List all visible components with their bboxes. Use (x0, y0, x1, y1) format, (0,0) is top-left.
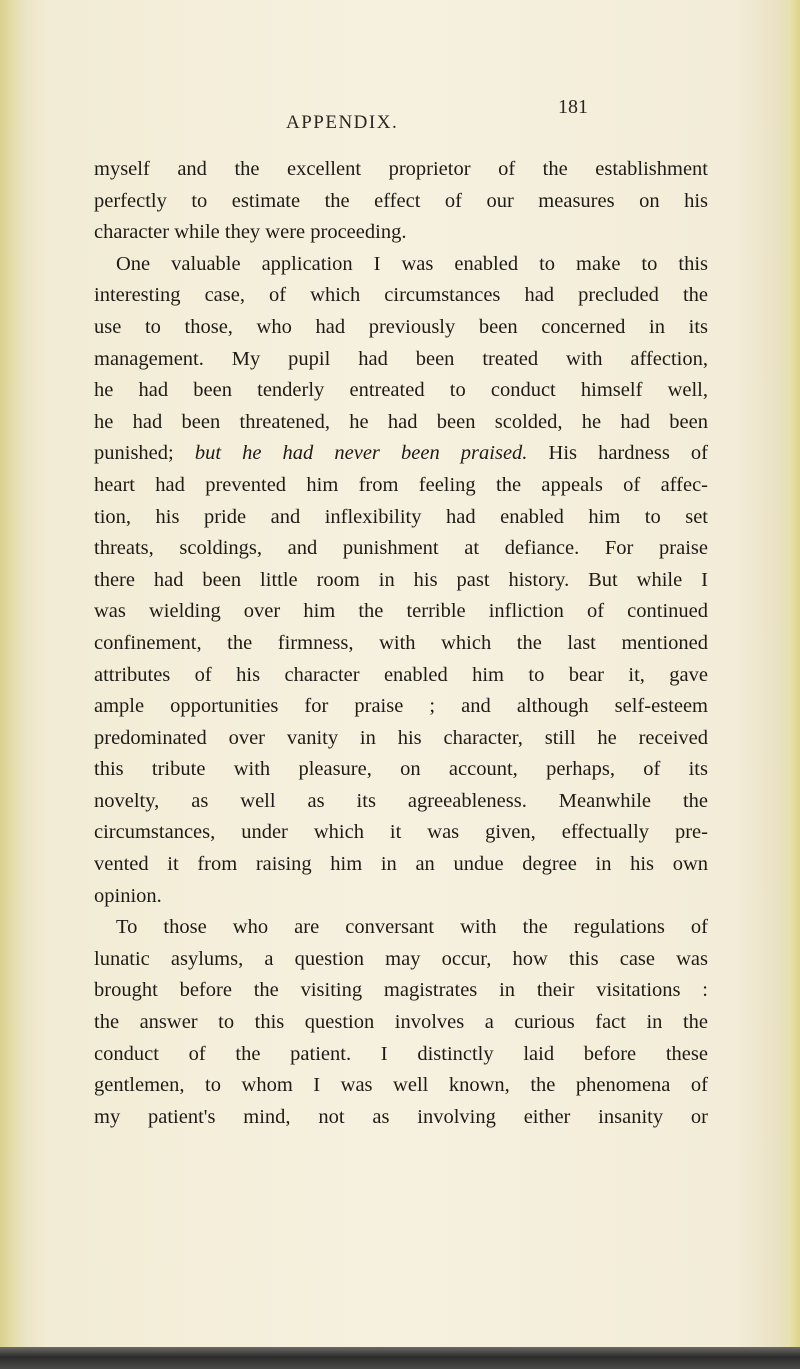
text-line-with-italic (94, 438, 708, 470)
text-line: attributes of his character enabled him to bear it, gave (94, 663, 708, 686)
text-line: threats, scoldings, and punishment at defiance. For praise (94, 537, 708, 560)
body-text (94, 154, 708, 1133)
text-line: brought before the visiting magistrates in their visitations : (94, 979, 708, 1002)
scan-bottom-edge (0, 1347, 800, 1369)
text-line: heart had prevented him from feeling the appeals of affec- (94, 473, 708, 496)
text-line: One valuable application I was enabled to make to this (116, 252, 708, 275)
text-segment: punished; (94, 442, 174, 465)
text-line: he had been threatened, he had been scolded, he had been (94, 410, 708, 433)
text-line: confinement, the firmness, with which the last mentioned (94, 631, 708, 654)
text-line: perfectly to estimate the effect of our measures on his (94, 189, 708, 212)
text-line: was wielding over him the terrible infliction of continued (94, 600, 708, 623)
text-line: vented it from raising him in an undue degree in his own (94, 853, 708, 876)
text-line: tion, his pride and inflexibility had enabled him to set (94, 505, 708, 528)
text-line: myself and the excellent proprietor of the establishment (94, 158, 708, 180)
italic-emphasis: but he had never been praised. (194, 442, 528, 465)
text-line: use to those, who had previously been concerned in its (94, 315, 708, 338)
text-line: ample opportunities for praise ; and although self-esteem (94, 695, 708, 718)
page-right-edge (778, 0, 800, 1369)
page-number: 181 (558, 96, 588, 118)
text-line: he had been tenderly entreated to conduct himself well, (94, 379, 708, 402)
text-line: lunatic asylums, a question may occur, how this case was (94, 947, 708, 970)
text-segment: His hardness of (548, 442, 708, 465)
text-line: my patient's mind, not as involving either insanity or (94, 1105, 708, 1128)
text-line: the answer to this question involves a curious fact in the (94, 1011, 708, 1034)
text-line: To those who are conversant with the regulations of (116, 916, 708, 939)
text-line: interesting case, of which circumstances had precluded the (94, 284, 708, 307)
text-line: opinion. (94, 884, 162, 907)
text-line: conduct of the patient. I distinctly laid before these (94, 1042, 708, 1065)
text-line: predominated over vanity in his character, still he received (94, 726, 708, 749)
text-line: this tribute with pleasure, on account, perhaps, of its (94, 758, 708, 781)
text-line: character while they were proceeding. (94, 221, 407, 244)
text-line: there had been little room in his past history. But while I (94, 568, 708, 591)
text-line: novelty, as well as its agreeableness. Meanwhile the (94, 789, 708, 812)
text-line: management. My pupil had been treated with affection, (94, 347, 708, 370)
text-line: circumstances, under which it was given, effectually pre- (94, 821, 708, 844)
running-head: APPENDIX. (286, 112, 399, 133)
page-left-edge (0, 0, 26, 1369)
text-line: gentlemen, to whom I was well known, the phenomena of (94, 1074, 708, 1097)
